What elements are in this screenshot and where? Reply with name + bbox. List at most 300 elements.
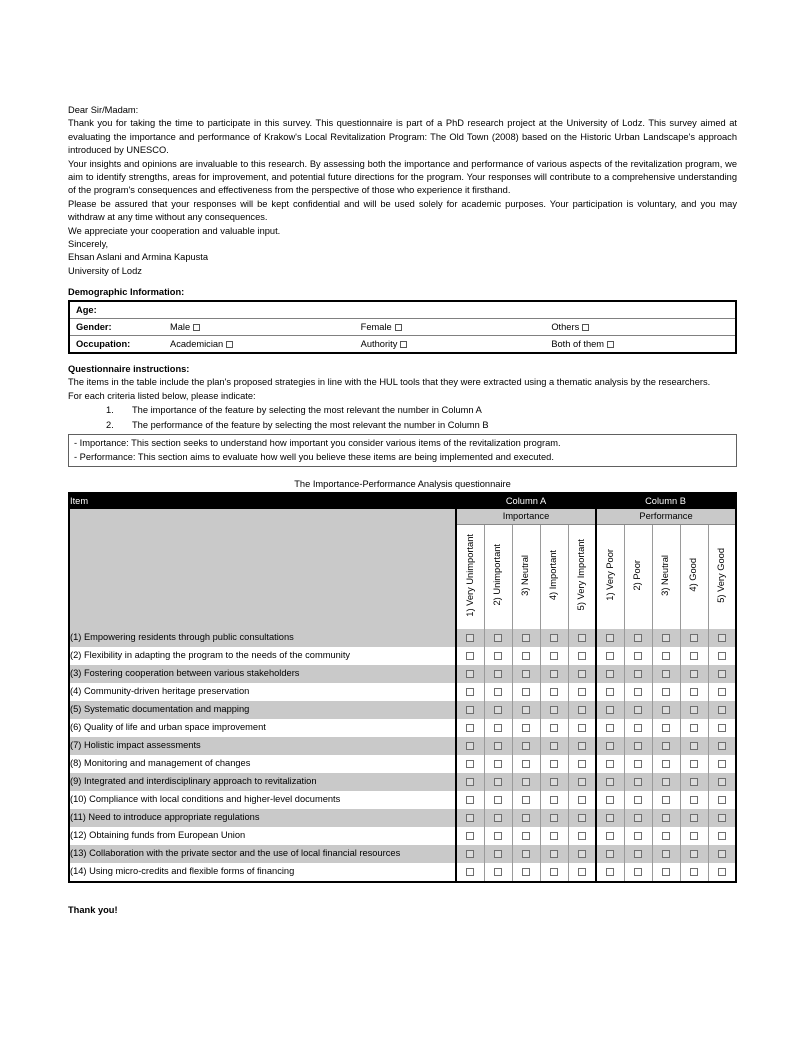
checkbox-icon[interactable] (193, 324, 200, 331)
checkbox-icon[interactable] (550, 850, 558, 858)
checkbox-icon[interactable] (550, 814, 558, 822)
checkbox-icon[interactable] (606, 832, 614, 840)
checkbox-cell-a4[interactable] (540, 683, 568, 701)
checkbox-icon[interactable] (634, 814, 642, 822)
checkbox-icon[interactable] (550, 724, 558, 732)
checkbox-cell-b1[interactable] (596, 683, 624, 701)
checkbox-cell-b2[interactable] (624, 773, 652, 791)
table-row (69, 665, 736, 683)
checkbox-icon[interactable] (578, 832, 586, 840)
checkbox-icon[interactable] (690, 778, 698, 786)
checkbox-cell-a3[interactable] (512, 773, 540, 791)
checkbox-icon[interactable] (494, 634, 502, 642)
checkbox-cell-a4[interactable] (540, 665, 568, 683)
checkbox-icon[interactable] (466, 832, 474, 840)
checkbox-icon[interactable] (662, 814, 670, 822)
checkbox-cell-a4[interactable] (540, 719, 568, 737)
checkbox-cell-b2[interactable] (624, 791, 652, 809)
checkbox-icon[interactable] (634, 742, 642, 750)
checkbox-cell-b4[interactable] (680, 809, 708, 827)
checkbox-cell-b4[interactable] (680, 647, 708, 665)
checkbox-icon[interactable] (690, 850, 698, 858)
checkbox-cell-a3[interactable] (512, 683, 540, 701)
checkbox-icon[interactable] (634, 760, 642, 768)
occupation-option-academician[interactable] (164, 335, 355, 353)
checkbox-cell-a4[interactable] (540, 629, 568, 647)
checkbox-icon[interactable] (522, 868, 530, 876)
checkbox-icon[interactable] (690, 868, 698, 876)
checkbox-cell-a5[interactable] (568, 665, 596, 683)
checkbox-cell-b5[interactable] (708, 845, 736, 863)
checkbox-cell-b3[interactable] (652, 647, 680, 665)
checkbox-cell-a3[interactable] (512, 809, 540, 827)
checkbox-icon[interactable] (606, 634, 614, 642)
checkbox-cell-a2[interactable] (484, 845, 512, 863)
checkbox-icon[interactable] (718, 832, 726, 840)
checkbox-icon[interactable] (634, 688, 642, 696)
checkbox-cell-b4[interactable] (680, 773, 708, 791)
checkbox-icon[interactable] (606, 868, 614, 876)
checkbox-icon[interactable] (550, 688, 558, 696)
checkbox-icon[interactable] (718, 724, 726, 732)
questionnaire-item-rows (69, 629, 736, 882)
checkbox-icon[interactable] (690, 670, 698, 678)
checkbox-icon[interactable] (550, 706, 558, 714)
checkbox-cell-a2[interactable] (484, 683, 512, 701)
checkbox-cell-a1[interactable] (456, 701, 484, 719)
checkbox-cell-b5[interactable] (708, 737, 736, 755)
checkbox-icon[interactable] (662, 688, 670, 696)
intro-paragraph-3: Please be assured that your responses will be kept confidential and will be used solely for academic purposes. Your participation is voluntary, and you may withdraw at any time without any consequences. (68, 198, 737, 223)
checkbox-cell-a1[interactable] (456, 737, 484, 755)
checkbox-cell-b3[interactable] (652, 701, 680, 719)
checkbox-icon[interactable] (690, 688, 698, 696)
checkbox-cell-b3[interactable] (652, 755, 680, 773)
checkbox-cell-a3[interactable] (512, 737, 540, 755)
checkbox-icon[interactable] (550, 634, 558, 642)
checkbox-icon[interactable] (494, 724, 502, 732)
checkbox-cell-b4[interactable] (680, 755, 708, 773)
checkbox-cell-b4[interactable] (680, 719, 708, 737)
checkbox-icon[interactable] (522, 814, 530, 822)
checkbox-icon[interactable] (606, 670, 614, 678)
checkbox-icon[interactable] (466, 742, 474, 750)
checkbox-cell-a1[interactable] (456, 683, 484, 701)
checkbox-icon[interactable] (718, 868, 726, 876)
checkbox-cell-a1[interactable] (456, 665, 484, 683)
checkbox-icon[interactable] (718, 634, 726, 642)
checkbox-icon[interactable] (578, 688, 586, 696)
checkbox-icon[interactable] (400, 341, 407, 348)
checkbox-cell-b5[interactable] (708, 773, 736, 791)
checkbox-cell-b1[interactable] (596, 665, 624, 683)
table-row (69, 827, 736, 845)
checkbox-cell-b5[interactable] (708, 701, 736, 719)
checkbox-cell-a2[interactable] (484, 755, 512, 773)
checkbox-icon[interactable] (582, 324, 589, 331)
checkbox-icon[interactable] (578, 706, 586, 714)
checkbox-cell-a1[interactable] (456, 629, 484, 647)
checkbox-icon[interactable] (578, 670, 586, 678)
checkbox-cell-a1[interactable] (456, 773, 484, 791)
checkbox-cell-a5[interactable] (568, 809, 596, 827)
checkbox-icon[interactable] (606, 706, 614, 714)
checkbox-cell-b3[interactable] (652, 863, 680, 882)
checkbox-cell-b3[interactable] (652, 845, 680, 863)
checkbox-icon[interactable] (494, 652, 502, 660)
checkbox-icon[interactable] (226, 341, 233, 348)
checkbox-icon[interactable] (634, 832, 642, 840)
age-input[interactable] (164, 301, 736, 319)
checkbox-cell-b5[interactable] (708, 755, 736, 773)
checkbox-icon[interactable] (578, 850, 586, 858)
checkbox-icon[interactable] (494, 706, 502, 714)
gender-option-others[interactable] (545, 318, 736, 335)
checkbox-icon[interactable] (690, 724, 698, 732)
checkbox-icon[interactable] (466, 652, 474, 660)
checkbox-icon[interactable] (718, 706, 726, 714)
checkbox-icon[interactable] (690, 706, 698, 714)
checkbox-cell-b3[interactable] (652, 791, 680, 809)
checkbox-icon[interactable] (494, 760, 502, 768)
checkbox-cell-b2[interactable] (624, 737, 652, 755)
checkbox-icon[interactable] (550, 832, 558, 840)
checkbox-icon[interactable] (522, 724, 530, 732)
closing: Sincerely, (68, 239, 109, 250)
checkbox-cell-b4[interactable] (680, 701, 708, 719)
checkbox-cell-b2[interactable] (624, 755, 652, 773)
checkbox-icon[interactable] (578, 742, 586, 750)
checkbox-cell-a5[interactable] (568, 719, 596, 737)
checkbox-icon[interactable] (550, 652, 558, 660)
checkbox-icon[interactable] (690, 814, 698, 822)
checkbox-icon[interactable] (718, 652, 726, 660)
checkbox-cell-a3[interactable] (512, 863, 540, 882)
checkbox-cell-b1[interactable] (596, 773, 624, 791)
checkbox-cell-a5[interactable] (568, 701, 596, 719)
checkbox-icon[interactable] (550, 760, 558, 768)
checkbox-icon[interactable] (718, 850, 726, 858)
checkbox-icon[interactable] (494, 796, 502, 804)
checkbox-icon[interactable] (522, 796, 530, 804)
checkbox-cell-b1[interactable] (596, 647, 624, 665)
checkbox-icon[interactable] (690, 742, 698, 750)
checkbox-cell-b3[interactable] (652, 719, 680, 737)
checkbox-icon[interactable] (395, 324, 402, 331)
checkbox-cell-a2[interactable] (484, 809, 512, 827)
checkbox-icon[interactable] (606, 688, 614, 696)
checkbox-cell-a3[interactable] (512, 701, 540, 719)
checkbox-cell-b5[interactable] (708, 719, 736, 737)
checkbox-cell-b2[interactable] (624, 827, 652, 845)
checkbox-cell-a4[interactable] (540, 755, 568, 773)
checkbox-cell-b3[interactable] (652, 809, 680, 827)
checkbox-cell-a1[interactable] (456, 827, 484, 845)
checkbox-icon[interactable] (550, 796, 558, 804)
checkbox-cell-a3[interactable] (512, 629, 540, 647)
checkbox-cell-a5[interactable] (568, 845, 596, 863)
checkbox-icon[interactable] (634, 796, 642, 804)
checkbox-cell-b2[interactable] (624, 863, 652, 882)
checkbox-cell-a1[interactable] (456, 809, 484, 827)
checkbox-cell-b2[interactable] (624, 647, 652, 665)
checkbox-cell-b1[interactable] (596, 719, 624, 737)
checkbox-icon[interactable] (634, 868, 642, 876)
checkbox-cell-a3[interactable] (512, 665, 540, 683)
checkbox-cell-a3[interactable] (512, 647, 540, 665)
checkbox-icon[interactable] (662, 760, 670, 768)
checkbox-icon[interactable] (522, 670, 530, 678)
gender-option-female[interactable] (355, 318, 546, 335)
checkbox-cell-b2[interactable] (624, 629, 652, 647)
checkbox-cell-a4[interactable] (540, 647, 568, 665)
checkbox-icon[interactable] (522, 778, 530, 786)
checkbox-icon[interactable] (607, 341, 614, 348)
checkbox-cell-b5[interactable] (708, 629, 736, 647)
checkbox-icon[interactable] (494, 778, 502, 786)
checkbox-icon[interactable] (466, 850, 474, 858)
checkbox-icon[interactable] (494, 868, 502, 876)
checkbox-cell-b3[interactable] (652, 737, 680, 755)
scale-a-5-label: 5) Very Important (576, 539, 587, 611)
checkbox-icon[interactable] (578, 634, 586, 642)
checkbox-icon[interactable] (466, 760, 474, 768)
checkbox-icon[interactable] (466, 724, 474, 732)
checkbox-cell-a2[interactable] (484, 827, 512, 845)
checkbox-icon[interactable] (494, 670, 502, 678)
checkbox-icon[interactable] (690, 652, 698, 660)
checkbox-cell-a3[interactable] (512, 719, 540, 737)
checkbox-icon[interactable] (466, 778, 474, 786)
checkbox-cell-b2[interactable] (624, 665, 652, 683)
checkbox-cell-a3[interactable] (512, 827, 540, 845)
checkbox-cell-a2[interactable] (484, 629, 512, 647)
checkbox-cell-a4[interactable] (540, 863, 568, 882)
checkbox-cell-a2[interactable] (484, 773, 512, 791)
checkbox-cell-a1[interactable] (456, 791, 484, 809)
checkbox-icon[interactable] (690, 796, 698, 804)
checkbox-cell-a2[interactable] (484, 665, 512, 683)
checkbox-cell-b5[interactable] (708, 683, 736, 701)
checkbox-icon[interactable] (578, 760, 586, 768)
checkbox-cell-a2[interactable] (484, 863, 512, 882)
checkbox-cell-b5[interactable] (708, 647, 736, 665)
checkbox-icon[interactable] (466, 868, 474, 876)
checkbox-icon[interactable] (494, 832, 502, 840)
checkbox-cell-b5[interactable] (708, 827, 736, 845)
checkbox-icon[interactable] (522, 706, 530, 714)
checkbox-icon[interactable] (606, 742, 614, 750)
checkbox-cell-a5[interactable] (568, 827, 596, 845)
checkbox-cell-b1[interactable] (596, 863, 624, 882)
checkbox-icon[interactable] (662, 634, 670, 642)
checkbox-cell-a4[interactable] (540, 827, 568, 845)
checkbox-icon[interactable] (690, 760, 698, 768)
checkbox-icon[interactable] (466, 634, 474, 642)
checkbox-icon[interactable] (606, 652, 614, 660)
checkbox-icon[interactable] (606, 724, 614, 732)
checkbox-icon[interactable] (522, 634, 530, 642)
checkbox-icon[interactable] (662, 652, 670, 660)
checkbox-cell-b4[interactable] (680, 791, 708, 809)
occupation-option-both[interactable] (545, 335, 736, 353)
checkbox-cell-b3[interactable] (652, 665, 680, 683)
checkbox-icon[interactable] (466, 688, 474, 696)
checkbox-icon[interactable] (690, 832, 698, 840)
checkbox-icon[interactable] (662, 778, 670, 786)
checkbox-cell-b1[interactable] (596, 845, 624, 863)
checkbox-icon[interactable] (466, 706, 474, 714)
instructions-heading: Questionnaire instructions: (68, 363, 190, 374)
checkbox-cell-b2[interactable] (624, 683, 652, 701)
checkbox-cell-b1[interactable] (596, 791, 624, 809)
checkbox-cell-b4[interactable] (680, 863, 708, 882)
checkbox-icon[interactable] (494, 742, 502, 750)
checkbox-cell-a5[interactable] (568, 647, 596, 665)
checkbox-icon[interactable] (634, 670, 642, 678)
checkbox-cell-b3[interactable] (652, 629, 680, 647)
checkbox-cell-b1[interactable] (596, 701, 624, 719)
checkbox-icon[interactable] (606, 778, 614, 786)
checkbox-cell-b3[interactable] (652, 773, 680, 791)
checkbox-cell-a2[interactable] (484, 791, 512, 809)
checkbox-cell-a4[interactable] (540, 701, 568, 719)
checkbox-icon[interactable] (522, 652, 530, 660)
checkbox-cell-b4[interactable] (680, 827, 708, 845)
checkbox-icon[interactable] (550, 742, 558, 750)
checkbox-icon[interactable] (522, 850, 530, 858)
checkbox-icon[interactable] (662, 796, 670, 804)
checkbox-icon[interactable] (550, 670, 558, 678)
checkbox-icon[interactable] (634, 850, 642, 858)
checkbox-cell-a5[interactable] (568, 755, 596, 773)
checkbox-icon[interactable] (606, 760, 614, 768)
checkbox-icon[interactable] (522, 760, 530, 768)
checkbox-cell-a3[interactable] (512, 755, 540, 773)
checkbox-icon[interactable] (522, 832, 530, 840)
checkbox-cell-a4[interactable] (540, 773, 568, 791)
checkbox-cell-b2[interactable] (624, 845, 652, 863)
checkbox-icon[interactable] (578, 778, 586, 786)
checkbox-cell-b1[interactable] (596, 755, 624, 773)
checkbox-icon[interactable] (662, 742, 670, 750)
checkbox-icon[interactable] (662, 850, 670, 858)
checkbox-icon[interactable] (578, 652, 586, 660)
checkbox-icon[interactable] (634, 724, 642, 732)
checkbox-icon[interactable] (578, 724, 586, 732)
checkbox-cell-b1[interactable] (596, 827, 624, 845)
checkbox-icon[interactable] (578, 814, 586, 822)
checkbox-cell-a5[interactable] (568, 863, 596, 882)
checkbox-cell-b2[interactable] (624, 719, 652, 737)
occupation-option-authority[interactable] (355, 335, 546, 353)
checkbox-icon[interactable] (466, 670, 474, 678)
checkbox-cell-a3[interactable] (512, 845, 540, 863)
checkbox-icon[interactable] (662, 868, 670, 876)
checkbox-icon[interactable] (550, 868, 558, 876)
checkbox-icon[interactable] (662, 724, 670, 732)
checkbox-cell-a1[interactable] (456, 647, 484, 665)
checkbox-icon[interactable] (634, 706, 642, 714)
checkbox-cell-b4[interactable] (680, 845, 708, 863)
checkbox-cell-b4[interactable] (680, 737, 708, 755)
checkbox-icon[interactable] (606, 796, 614, 804)
checkbox-cell-a4[interactable] (540, 809, 568, 827)
checkbox-icon[interactable] (662, 670, 670, 678)
checkbox-cell-a1[interactable] (456, 845, 484, 863)
checkbox-cell-b5[interactable] (708, 665, 736, 683)
checkbox-icon[interactable] (718, 688, 726, 696)
checkbox-cell-a5[interactable] (568, 773, 596, 791)
checkbox-icon[interactable] (522, 742, 530, 750)
checkbox-icon[interactable] (494, 814, 502, 822)
checkbox-cell-b1[interactable] (596, 737, 624, 755)
checkbox-cell-a4[interactable] (540, 737, 568, 755)
checkbox-icon[interactable] (578, 868, 586, 876)
checkbox-cell-a5[interactable] (568, 791, 596, 809)
checkbox-icon[interactable] (718, 814, 726, 822)
checkbox-cell-a2[interactable] (484, 737, 512, 755)
gender-option-male[interactable] (164, 318, 355, 335)
checkbox-cell-b5[interactable] (708, 809, 736, 827)
checkbox-cell-a1[interactable] (456, 863, 484, 882)
checkbox-icon[interactable] (606, 850, 614, 858)
checkbox-cell-a4[interactable] (540, 845, 568, 863)
checkbox-icon[interactable] (466, 814, 474, 822)
checkbox-cell-b3[interactable] (652, 827, 680, 845)
checkbox-cell-b2[interactable] (624, 809, 652, 827)
checkbox-icon[interactable] (718, 742, 726, 750)
checkbox-cell-b2[interactable] (624, 701, 652, 719)
checkbox-cell-b1[interactable] (596, 809, 624, 827)
checkbox-cell-a5[interactable] (568, 737, 596, 755)
checkbox-cell-a2[interactable] (484, 719, 512, 737)
checkbox-icon[interactable] (634, 634, 642, 642)
checkbox-icon[interactable] (550, 778, 558, 786)
checkbox-icon[interactable] (634, 778, 642, 786)
checkbox-cell-b5[interactable] (708, 863, 736, 882)
checkbox-cell-a3[interactable] (512, 791, 540, 809)
checkbox-cell-b5[interactable] (708, 791, 736, 809)
checkbox-icon[interactable] (578, 796, 586, 804)
checkbox-cell-a2[interactable] (484, 701, 512, 719)
checkbox-icon[interactable] (606, 814, 614, 822)
checkbox-icon[interactable] (494, 850, 502, 858)
checkbox-icon[interactable] (634, 652, 642, 660)
checkbox-icon[interactable] (662, 706, 670, 714)
checkbox-icon[interactable] (718, 796, 726, 804)
checkbox-cell-b1[interactable] (596, 629, 624, 647)
checkbox-icon[interactable] (466, 796, 474, 804)
checkbox-icon[interactable] (718, 778, 726, 786)
checkbox-cell-a5[interactable] (568, 629, 596, 647)
checkbox-icon[interactable] (718, 670, 726, 678)
checkbox-cell-b4[interactable] (680, 683, 708, 701)
checkbox-cell-a1[interactable] (456, 719, 484, 737)
checkbox-cell-b4[interactable] (680, 629, 708, 647)
checkbox-cell-a1[interactable] (456, 755, 484, 773)
checkbox-icon[interactable] (662, 832, 670, 840)
checkbox-cell-a2[interactable] (484, 647, 512, 665)
checkbox-icon[interactable] (690, 634, 698, 642)
checkbox-icon[interactable] (522, 688, 530, 696)
checkbox-cell-a4[interactable] (540, 791, 568, 809)
checkbox-icon[interactable] (718, 760, 726, 768)
checkbox-cell-b3[interactable] (652, 683, 680, 701)
checkbox-icon[interactable] (494, 688, 502, 696)
checkbox-cell-b4[interactable] (680, 665, 708, 683)
checkbox-cell-a5[interactable] (568, 683, 596, 701)
